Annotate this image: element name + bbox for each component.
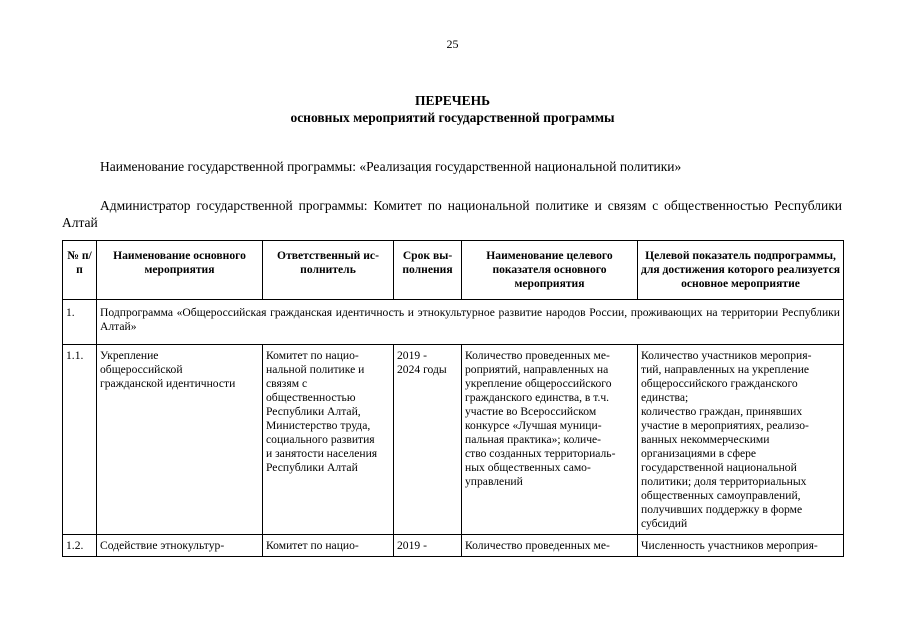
row-target-indicator: Количество проведенных ме- [462,535,638,557]
header-target-indicator: Наименование целевого показателя основного мероприятия [462,241,638,300]
table-header-row [63,241,844,300]
header-executor: Ответственный ис-полнитель [263,241,394,300]
row-subprogram-indicator: Количество участников мероприя- тий, направленных на укрепление общероссийского гражданского единства; количество граждан, принявших участие в мероприятиях, реализо- ванных некоммерческими организациями в сфере государственной национальной политики; доля территориальных общественных самоуправлений, получивших поддержку в форме субсидий [638,345,844,535]
header-measure: Наименование основного мероприятия [97,241,263,300]
page-number: 25 [446,37,459,51]
program-name-line: Наименование государственной программы: «Реализация государственной национальной политики» [100,159,682,174]
row-measure: Содействие этнокультур- [97,535,263,557]
table-row [63,345,844,535]
header-subprogram-indicator: Целевой показатель подпрограммы, для достижения которого реализуется основное мероприятие [638,241,844,300]
program-administrator-line: Администратор государственной программы: Комитет по национальной политике и связям с общественностью Республики Алтай [62,198,842,230]
row-deadline: 2019 - 2024 годы [394,345,462,535]
row-num: 1.1. [63,345,97,535]
row-executor: Комитет по нацио- [263,535,394,557]
row-subprogram-indicator: Численность участников мероприя- [638,535,844,557]
document-subtitle: основных мероприятий государственной программы [290,110,615,125]
subprogram-num: 1. [63,300,97,345]
row-executor: Комитет по нацио- нальной политике и связям с общественностью Республики Алтай, Министерство труда, социального развития и занятости населения Республики Алтай [263,345,394,535]
subprogram-row [63,300,844,345]
row-deadline: 2019 - [394,535,462,557]
header-num: № п/п [63,241,97,300]
measures-table [62,240,844,557]
table-row [63,535,844,557]
row-num: 1.2. [63,535,97,557]
document-title: ПЕРЕЧЕНЬ [414,93,491,108]
header-deadline: Срок вы-полнения [394,241,462,300]
row-target-indicator: Количество проведенных ме- роприятий, направленных на укрепление общероссийского гражданского единства, в т.ч. участие во Всероссийском конкурсе «Лучшая муници- пальная практика»; количе- ство созданных территориаль- ных общественных само- управлений [462,345,638,535]
subprogram-title: Подпрограмма «Общероссийская гражданская идентичность и этнокультурное развитие народов России, проживающих на территории Республики Алтай» [97,300,844,345]
row-measure: Укрепление общероссийской гражданской идентичности [97,345,263,535]
